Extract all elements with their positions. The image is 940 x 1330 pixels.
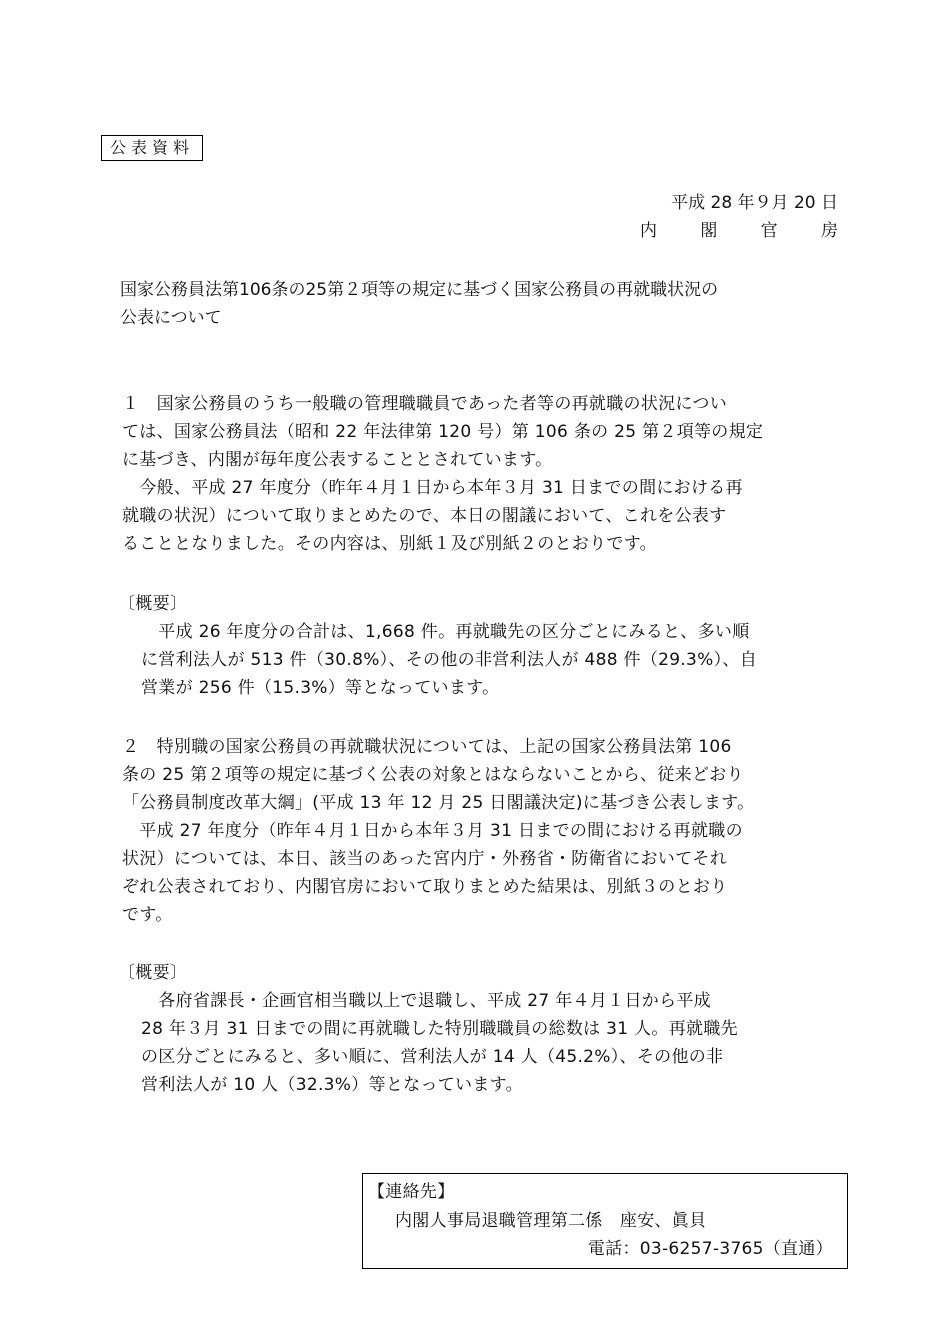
section2-line: 「公務員制度改革大綱」(平成 13 年 12 月 25 日閣議決定)に基づき公表します。: [122, 793, 755, 813]
document-label: 公表資料: [101, 135, 203, 161]
section1-summary-heading: 〔概要〕: [118, 594, 188, 614]
section2-line: 平成 27 年度分（昨年４月１日から本年３月 31 日までの間における再就職の: [122, 821, 743, 841]
section1-summary-line: に営利法人が 513 件（30.8%）、その他の非営利法人が 488 件（29.3%）、自: [141, 650, 758, 670]
section1-line: 今般、平成 27 年度分（昨年４月１日から本年３月 31 日までの間における再: [122, 478, 743, 498]
section2-summary-heading: 〔概要〕: [118, 963, 188, 983]
org-char: 内: [640, 221, 657, 241]
section1-line: ることとなりました。その内容は、別紙１及び別紙２のとおりです。: [122, 534, 657, 554]
section1-line: ては、国家公務員法（昭和 22 年法律第 120 号）第 106 条の 25 第２項等の規定: [122, 422, 764, 442]
section2-summary-line: 各府省課長・企画官相当職以上で退職し、平成 27 年４月１日から平成: [141, 991, 711, 1011]
section2-line: 条の 25 第２項等の規定に基づく公表の対象とはならないことから、従来どおり: [122, 765, 744, 785]
section2-summary-line: 営利法人が 10 人（32.3%）等となっています。: [141, 1075, 523, 1095]
contact-person: 内閣人事局退職管理第二係 座安、眞貝: [395, 1211, 707, 1231]
issuing-organization: [640, 218, 838, 244]
section1-line: 就職の状況）について取りまとめたので、本日の閣議において、これを公表す: [122, 506, 727, 526]
section1-line: に基づき、内閣が毎年度公表することとされています。: [122, 450, 553, 470]
section2-line: です。: [122, 905, 173, 925]
document-title-line-2: 公表について: [120, 308, 222, 328]
section1-line: １ 国家公務員のうち一般職の管理職職員であった者等の再就職の状況につい: [122, 394, 727, 414]
section2-summary-line: 28 年３月 31 日までの間に再就職した特別職職員の総数は 31 人。再就職先: [141, 1019, 738, 1039]
org-char: 官: [760, 221, 778, 241]
org-char: 閣: [700, 221, 718, 241]
section2-line: ぞれ公表されており、内閣官房において取りまとめた結果は、別紙３のとおり: [122, 877, 728, 897]
section2-summary-line: の区分ごとにみると、多い順に、営利法人が 14 人（45.2%）、その他の非: [141, 1047, 724, 1067]
issue-date: 平成 28 年９月 20 日: [671, 193, 838, 213]
section2-line: 状況）については、本日、該当のあった宮内庁・外務省・防衛省においてそれ: [122, 849, 727, 869]
contact-phone: 電話：03-6257-3765（直通）: [587, 1239, 833, 1259]
document-title-line-1: 国家公務員法第106条の25第２項等の規定に基づく国家公務員の再就職状況の: [120, 280, 719, 300]
contact-box: [362, 1173, 848, 1269]
contact-heading: 【連絡先】: [368, 1182, 455, 1202]
section1-summary-line: 営業が 256 件（15.3%）等となっています。: [141, 678, 500, 698]
section2-line: ２ 特別職の国家公務員の再就職状況については、上記の国家公務員法第 106: [122, 737, 732, 757]
org-char: 房: [820, 221, 838, 241]
section1-summary-line: 平成 26 年度分の合計は、1,668 件。再就職先の区分ごとにみると、多い順: [141, 622, 750, 642]
